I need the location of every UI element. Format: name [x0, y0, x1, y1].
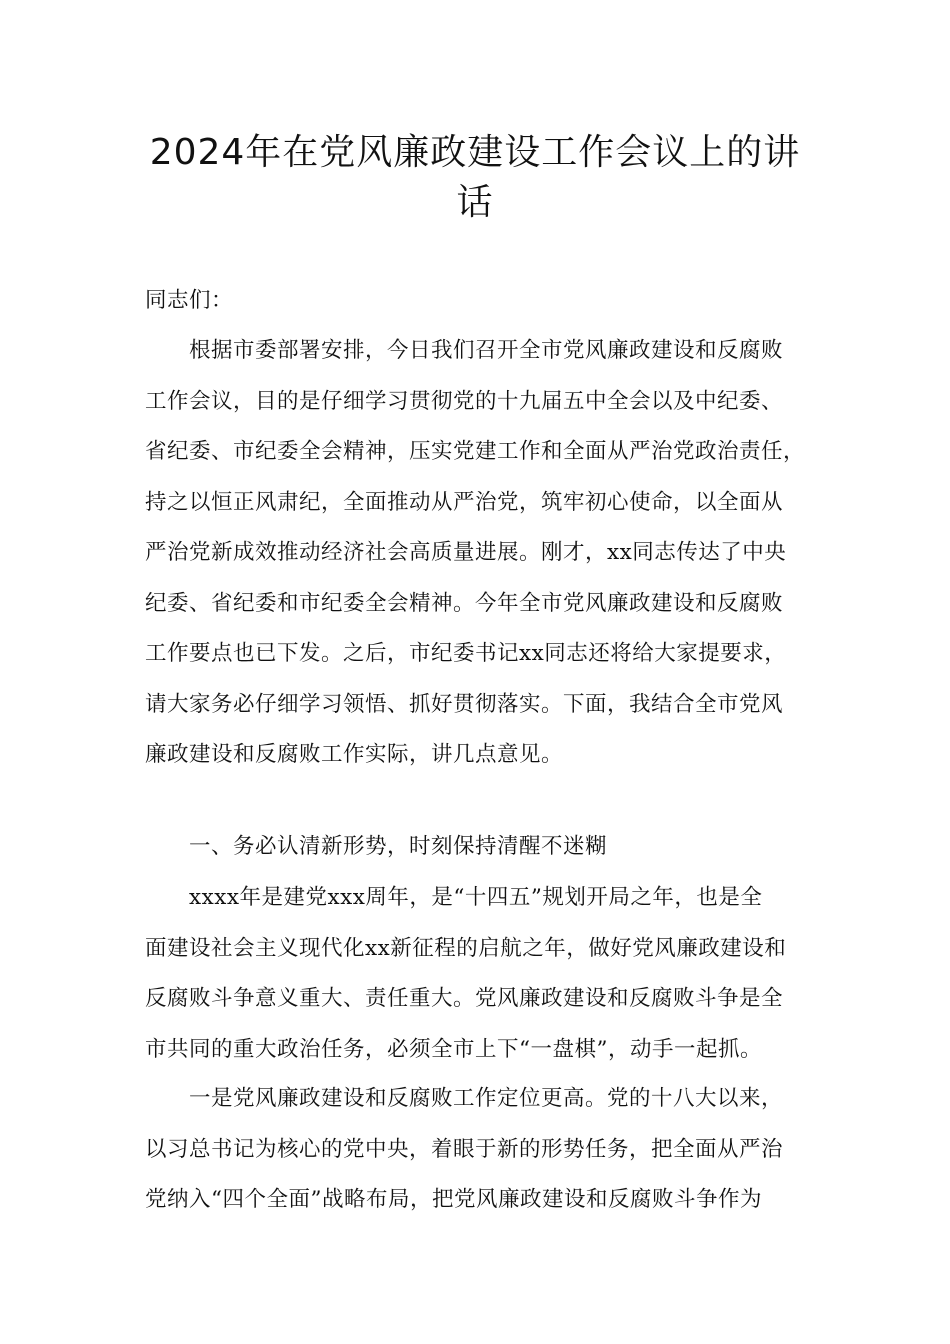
paragraph-3: [145, 1074, 810, 1226]
paragraph-line: 面建设社会主义现代化xx新征程的启航之年，做好党风廉政建设和: [145, 935, 787, 961]
title-line-1: 2024年在党风廉政建设工作会议上的讲: [149, 132, 801, 173]
paragraph-line: 以习总书记为核心的党中央，着眼于新的形势任务，把全面从严治: [145, 1136, 784, 1162]
title-line-2: 话: [456, 182, 494, 223]
paragraph-line: 根据市委部署安排，今日我们召开全市党风廉政建设和反腐败: [189, 338, 784, 363]
document-title: [120, 128, 830, 228]
paragraph-1: [145, 326, 810, 781]
paragraph-line: xxxx年是建党xxx周年，是“十四五”规划开局之年，也是全: [189, 885, 763, 910]
salutation: 同志们：: [145, 288, 234, 313]
paragraph-line: 严治党新成效推动经济社会高质量进展。刚才，xx同志传达了中央: [145, 540, 787, 565]
paragraph-2: [145, 873, 810, 1075]
paragraph-line: 党纳入“四个全面”战略布局，把党风廉政建设和反腐败斗争作为: [145, 1187, 762, 1212]
paragraph-line: 廉政建设和反腐败工作实际，讲几点意见。: [145, 742, 564, 767]
paragraph-line: 纪委、省纪委和市纪委全会精神。今年全市党风廉政建设和反腐败: [145, 590, 784, 616]
paragraph-line: 持之以恒正风肃纪，全面推动从严治党，筑牢初心使命，以全面从: [145, 489, 784, 515]
paragraph-line: 一是党风廉政建设和反腐败工作定位更高。党的十八大以来，: [189, 1086, 784, 1111]
section-heading-1: 一、务必认清新形势，时刻保持清醒不迷糊: [189, 834, 608, 859]
paragraph-line: 请大家务必仔细学习领悟、抓好贯彻落实。下面，我结合全市党风: [145, 691, 784, 717]
paragraph-line: 工作要点也已下发。之后，市纪委书记xx同志还将给大家提要求，: [145, 641, 787, 666]
paragraph-line: 市共同的重大政治任务，必须全市上下“一盘棋”，动手一起抓。: [145, 1036, 762, 1062]
paragraph-line: 省纪委、市纪委全会精神，压实党建工作和全面从严治党政治责任，: [145, 439, 806, 464]
paragraph-line: 工作会议，目的是仔细学习贯彻党的十九届五中全会以及中纪委、: [145, 388, 784, 414]
paragraph-line: 反腐败斗争意义重大、责任重大。党风廉政建设和反腐败斗争是全: [145, 986, 784, 1011]
